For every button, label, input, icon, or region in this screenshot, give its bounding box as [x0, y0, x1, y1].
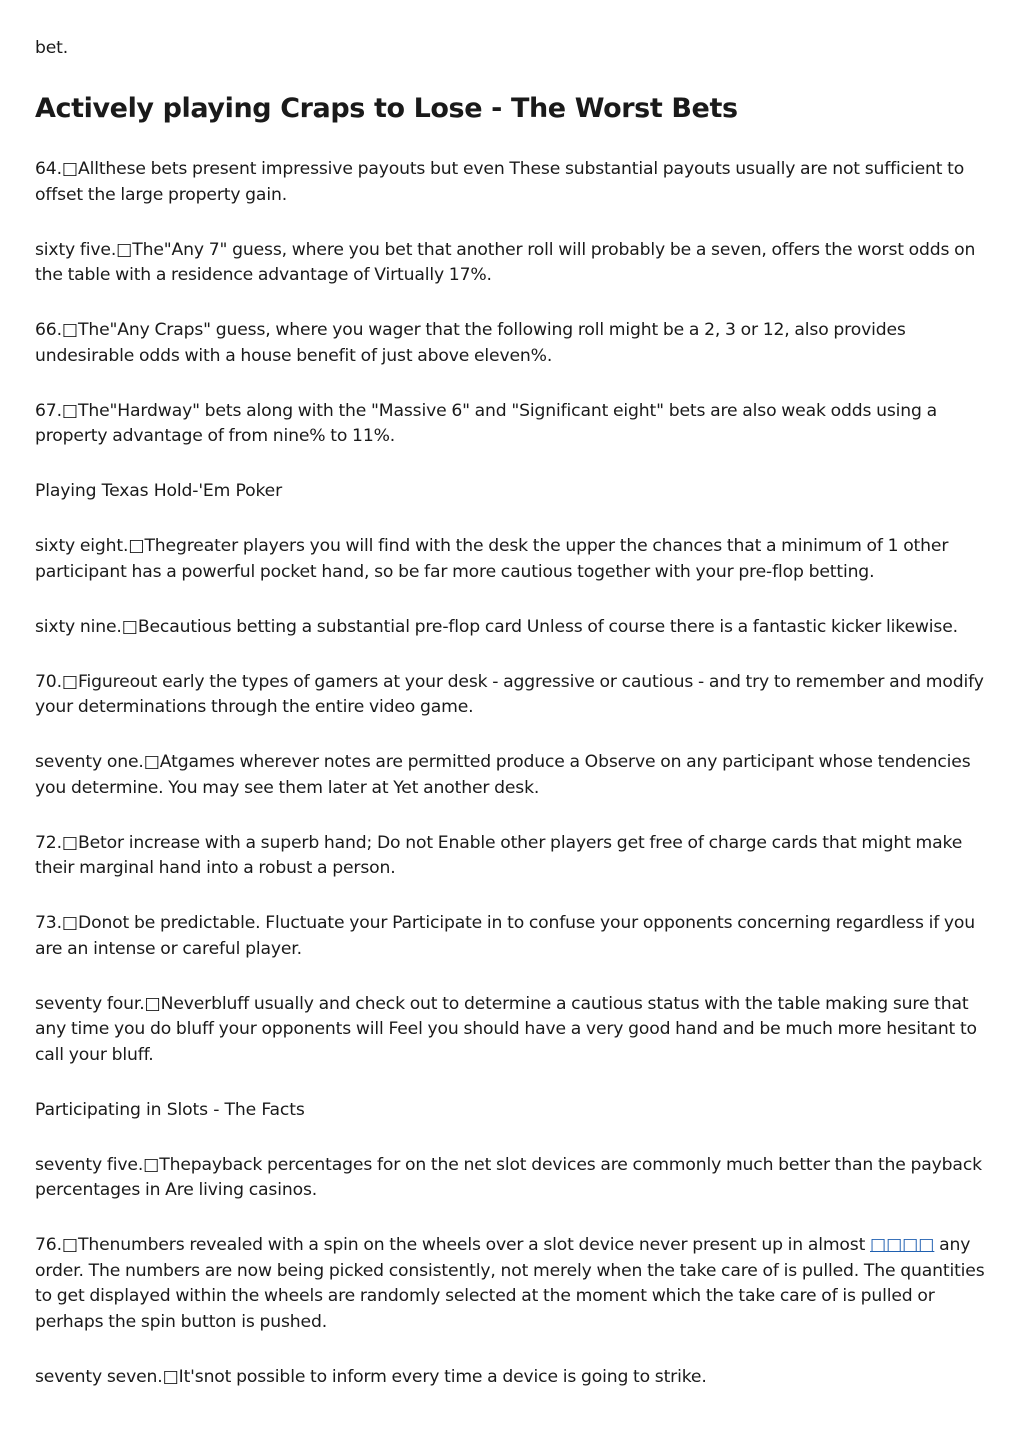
list-item: 64.□Allthese bets present impressive payouts but even These substantial payouts usually are not sufficient to offset the large property gain. [35, 159, 965, 205]
list-item: sixty nine.□Becautious betting a substantial pre-flop card Unless of course there is a fantastic kicker likewise. [35, 616, 958, 637]
list-item: seventy one.□Atgames wherever notes are permitted produce a Observe on any participant whose tendencies you determine. You may see them later at Yet another desk. [35, 752, 971, 798]
list-item: 67.□The"Hardway" bets along with the "Massive 6" and "Significant eight" bets are also weak odds using a property advantage of from nine% to 11%. [35, 400, 937, 446]
list-item: 66.□The"Any Craps" guess, where you wager that the following roll might be a 2, 3 or 12, also provides undesirable odds with a house benefit of just above eleven%. [35, 320, 906, 366]
document-page [35, 36, 995, 1420]
list-item: 72.□Betor increase with a superb hand; Do not Enable other players get free of charge cards that might make their marginal hand into a robust a person. [35, 832, 963, 878]
top-fragment: bet. [35, 38, 69, 58]
list-item: 73.□Donot be predictable. Fluctuate your Participate in to confuse your opponents concerning regardless if you are an intense or careful player. [35, 913, 976, 959]
section-heading-craps: Actively playing Craps to Lose - The Worst Bets [35, 93, 738, 124]
list-item: sixty eight.□Thegreater players you will find with the desk the upper the chances that a minimum of 1 other participant has a powerful pocket hand, so be far more cautious together with your pre-flop betting. [35, 536, 949, 582]
section-title-poker: Playing Texas Hold-'Em Poker [35, 481, 283, 501]
list-item: 76.□Thenumbers revealed with a spin on the wheels over a slot device never present up in almost □□□□ any order. The numbers are now being picked consistently, not merely when the take care of is pulled. The quantities to get displayed within the wheels are randomly selected at the moment which the take care of is pulled or perhaps the spin button is pushed. [35, 1235, 985, 1332]
list-item: seventy five.□Thepayback percentages for on the net slot devices are commonly much better than the payback percentages in Are living casinos. [35, 1154, 982, 1200]
section-title-slots: Participating in Slots - The Facts [35, 1099, 305, 1120]
list-item: seventy four.□Neverbluff usually and check out to determine a cautious status with the table making sure that any time you do bluff your opponents will Feel you should have a very good hand and be much more hesitant to call your bluff. [35, 993, 977, 1065]
list-item: seventy seven.□It'snot possible to inform every time a device is going to strike. [35, 1366, 707, 1387]
list-item: 70.□Figureout early the types of gamers at your desk - aggressive or cautious - and try to remember and modify your determinations through the entire video game. [35, 671, 984, 717]
list-item: sixty five.□The"Any 7" guess, where you bet that another roll will probably be a seven, offers the worst odds on the table with a residence advantage of Virtually 17%. [35, 239, 976, 285]
inline-link[interactable]: □□□□ [870, 1235, 935, 1255]
